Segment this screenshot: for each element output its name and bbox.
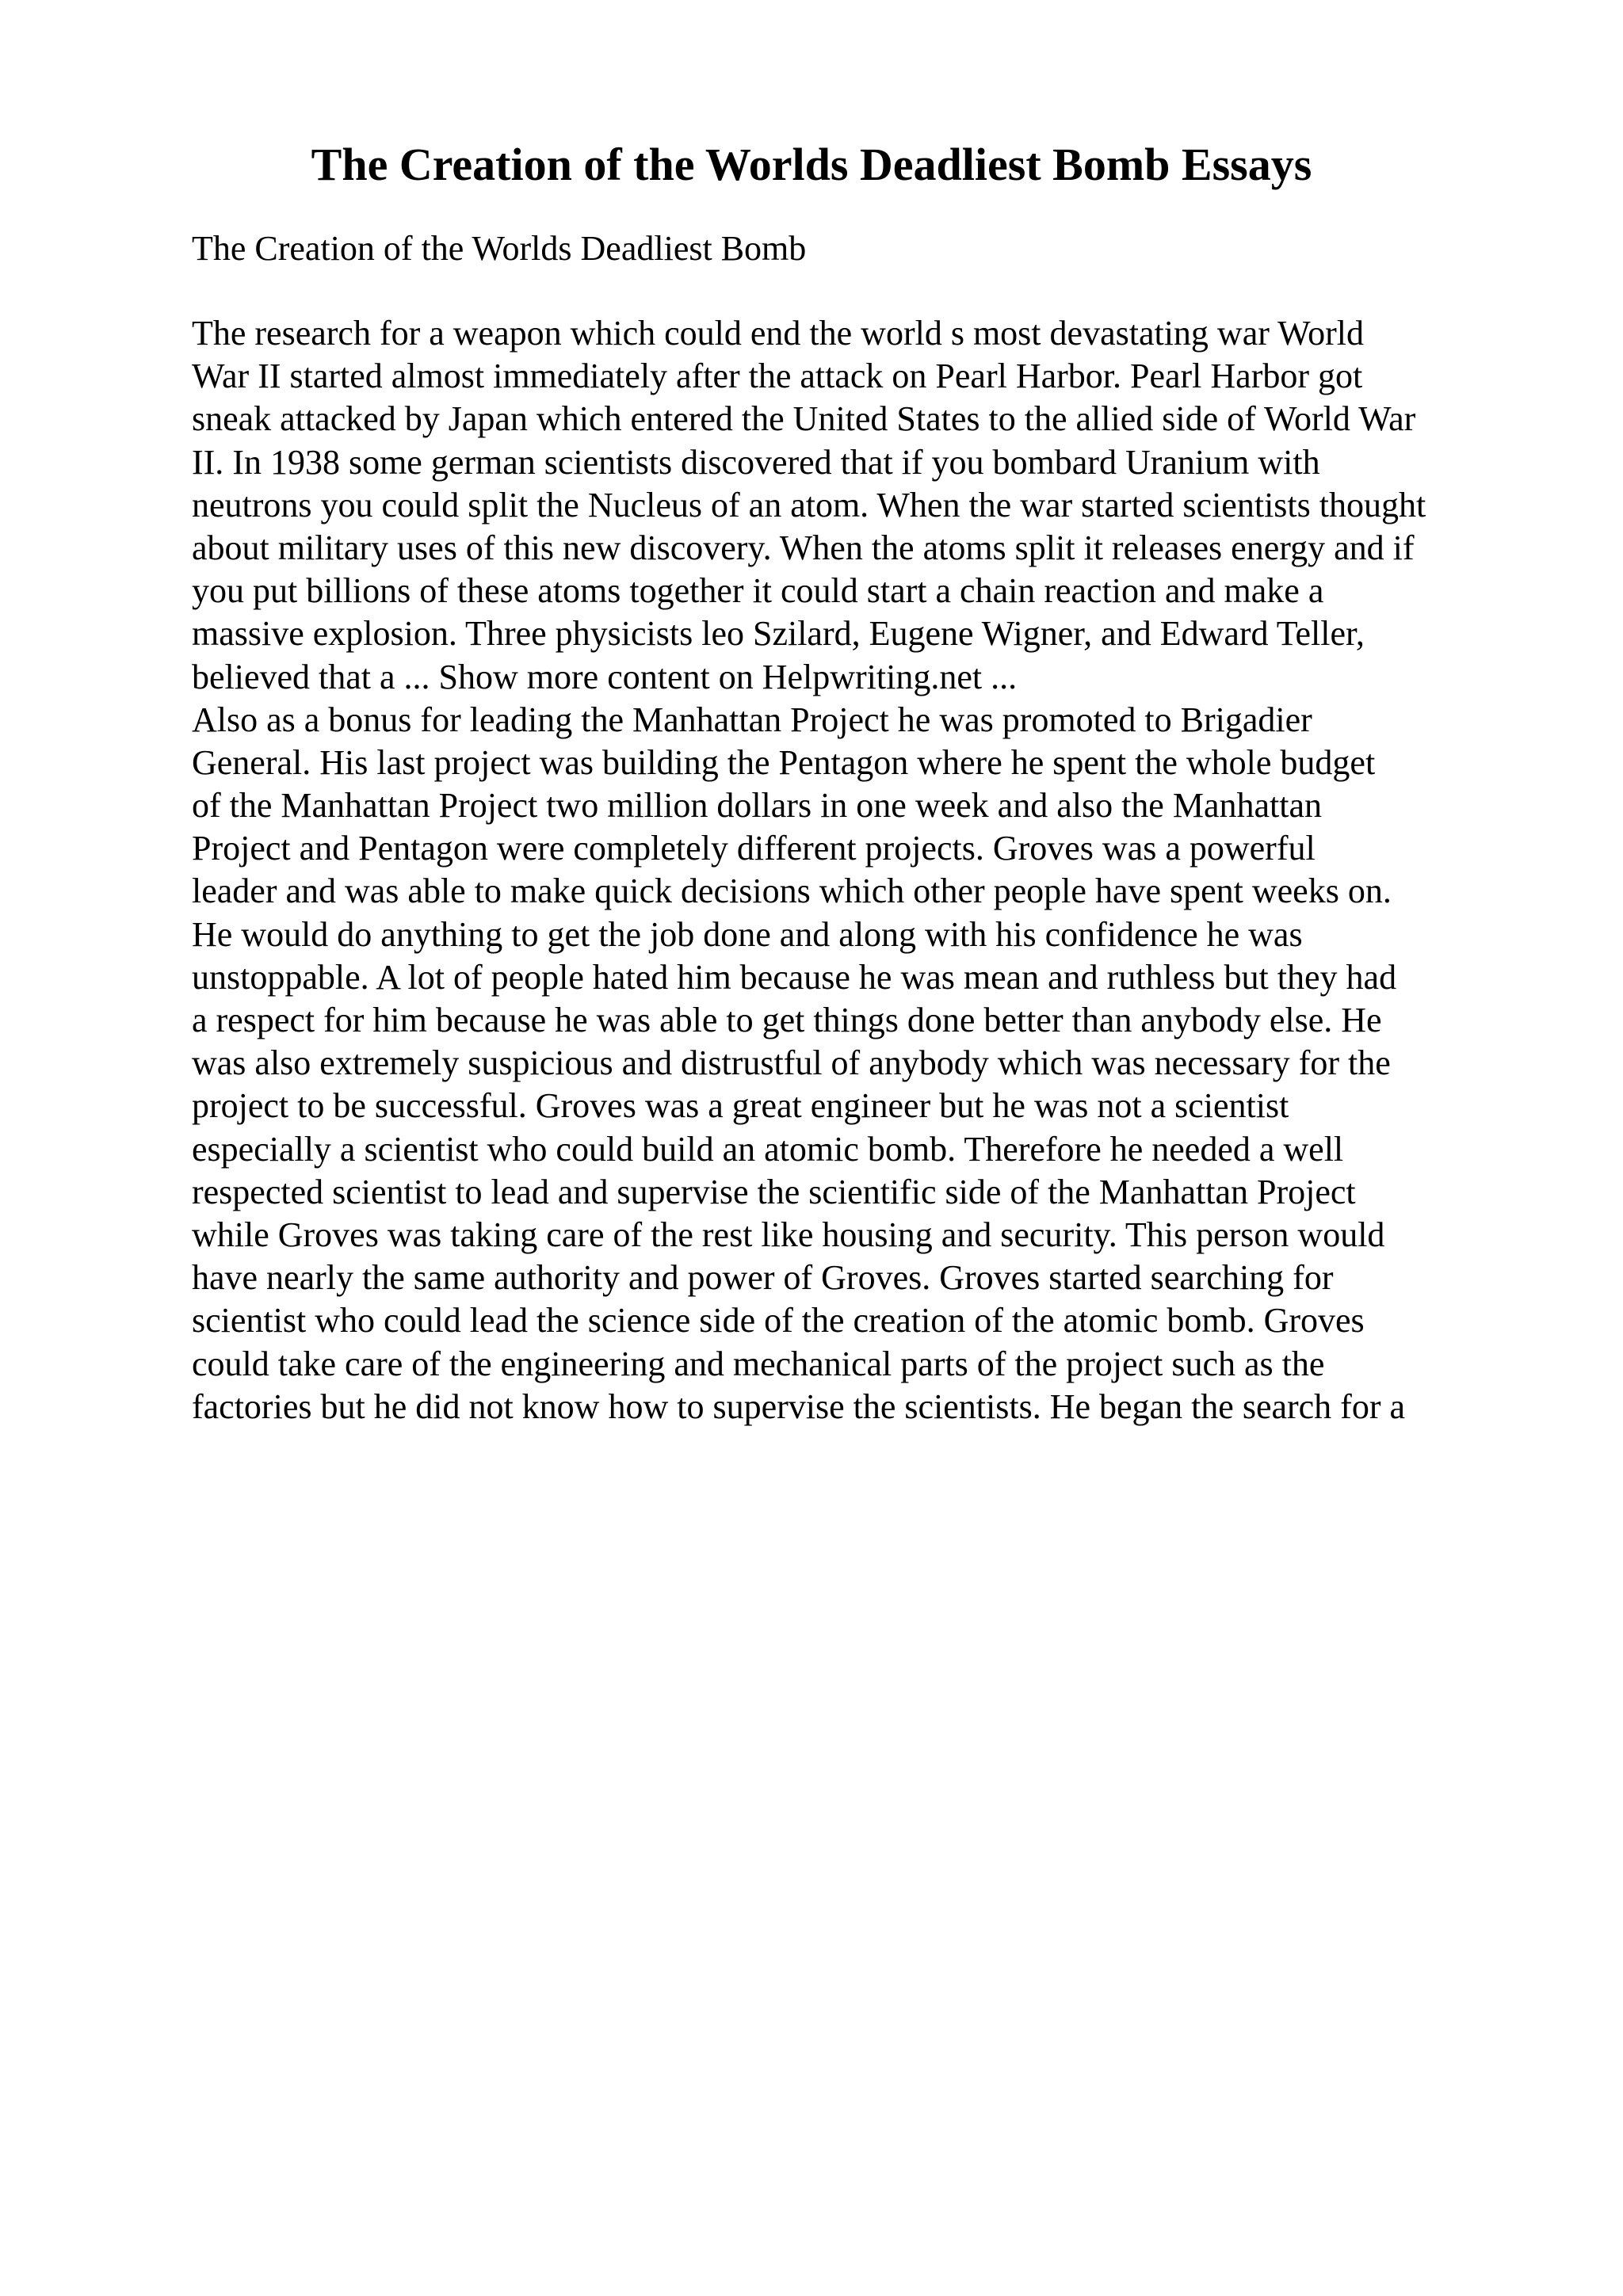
body-line: especially a scientist who could build an atomic bomb. Therefore he needed a well (192, 1129, 1344, 1169)
body-line: respected scientist to lead and supervise the scientific side of the Manhattan Project (192, 1172, 1356, 1211)
document-title: The Creation of the Worlds Deadliest Bomb Essays (311, 139, 1312, 190)
body-line: II. In 1938 some german scientists discovered that if you bombard Uranium with (192, 442, 1320, 482)
body-line: sneak attacked by Japan which entered the United States to the allied side of World War (192, 399, 1416, 439)
body-line: He would do anything to get the job done and along with his confidence he was (192, 914, 1303, 954)
body-line: General. His last project was building the Pentagon where he spent the whole budget (192, 742, 1376, 782)
body-line: neutrons you could split the Nucleus of an atom. When the war started scientists thought (192, 485, 1426, 524)
body-line: Project and Pentagon were completely different projects. Groves was a powerful (192, 829, 1316, 868)
body-line: while Groves was taking care of the rest like housing and security. This person would (192, 1215, 1385, 1254)
body-line: you put billions of these atoms together it could start a chain reaction and make a (192, 571, 1324, 611)
document-subtitle: The Creation of the Worlds Deadliest Bomb (192, 229, 807, 268)
body-line: have nearly the same authority and power of Groves. Groves started searching for (192, 1258, 1334, 1298)
document-body (192, 312, 1587, 1428)
body-line: scientist who could lead the science side of the creation of the atomic bomb. Groves (192, 1301, 1365, 1341)
body-line: leader and was able to make quick decisions which other people have spent weeks on. (192, 871, 1392, 911)
body-line: factories but he did not know how to supervise the scientists. He began the search for a (192, 1386, 1406, 1426)
body-line: about military uses of this new discovery. When the atoms split it releases energy and if (192, 528, 1415, 567)
body-line: War II started almost immediately after the attack on Pearl Harbor. Pearl Harbor got (192, 357, 1363, 396)
body-line: of the Manhattan Project two million dollars in one week and also the Manhattan (192, 786, 1322, 826)
body-line: believed that a ... Show more content on Helpwriting.net ... (192, 657, 1018, 696)
body-line: a respect for him because he was able to get things done better than anybody else. He (192, 1001, 1382, 1039)
body-line: Also as a bonus for leading the Manhattan Project he was promoted to Brigadier (192, 700, 1312, 739)
body-line: could take care of the engineering and mechanical parts of the project such as the (192, 1344, 1325, 1383)
body-line: was also extremely suspicious and distrustful of anybody which was necessary for the (192, 1043, 1391, 1083)
body-line: unstoppable. A lot of people hated him because he was mean and ruthless but they had (192, 957, 1397, 997)
body-line: The research for a weapon which could end the world s most devastating war World (192, 314, 1364, 353)
body-line: massive explosion. Three physicists leo Szilard, Eugene Wigner, and Edward Teller, (192, 614, 1365, 654)
body-line: project to be successful. Groves was a great engineer but he was not a scientist (192, 1086, 1289, 1126)
